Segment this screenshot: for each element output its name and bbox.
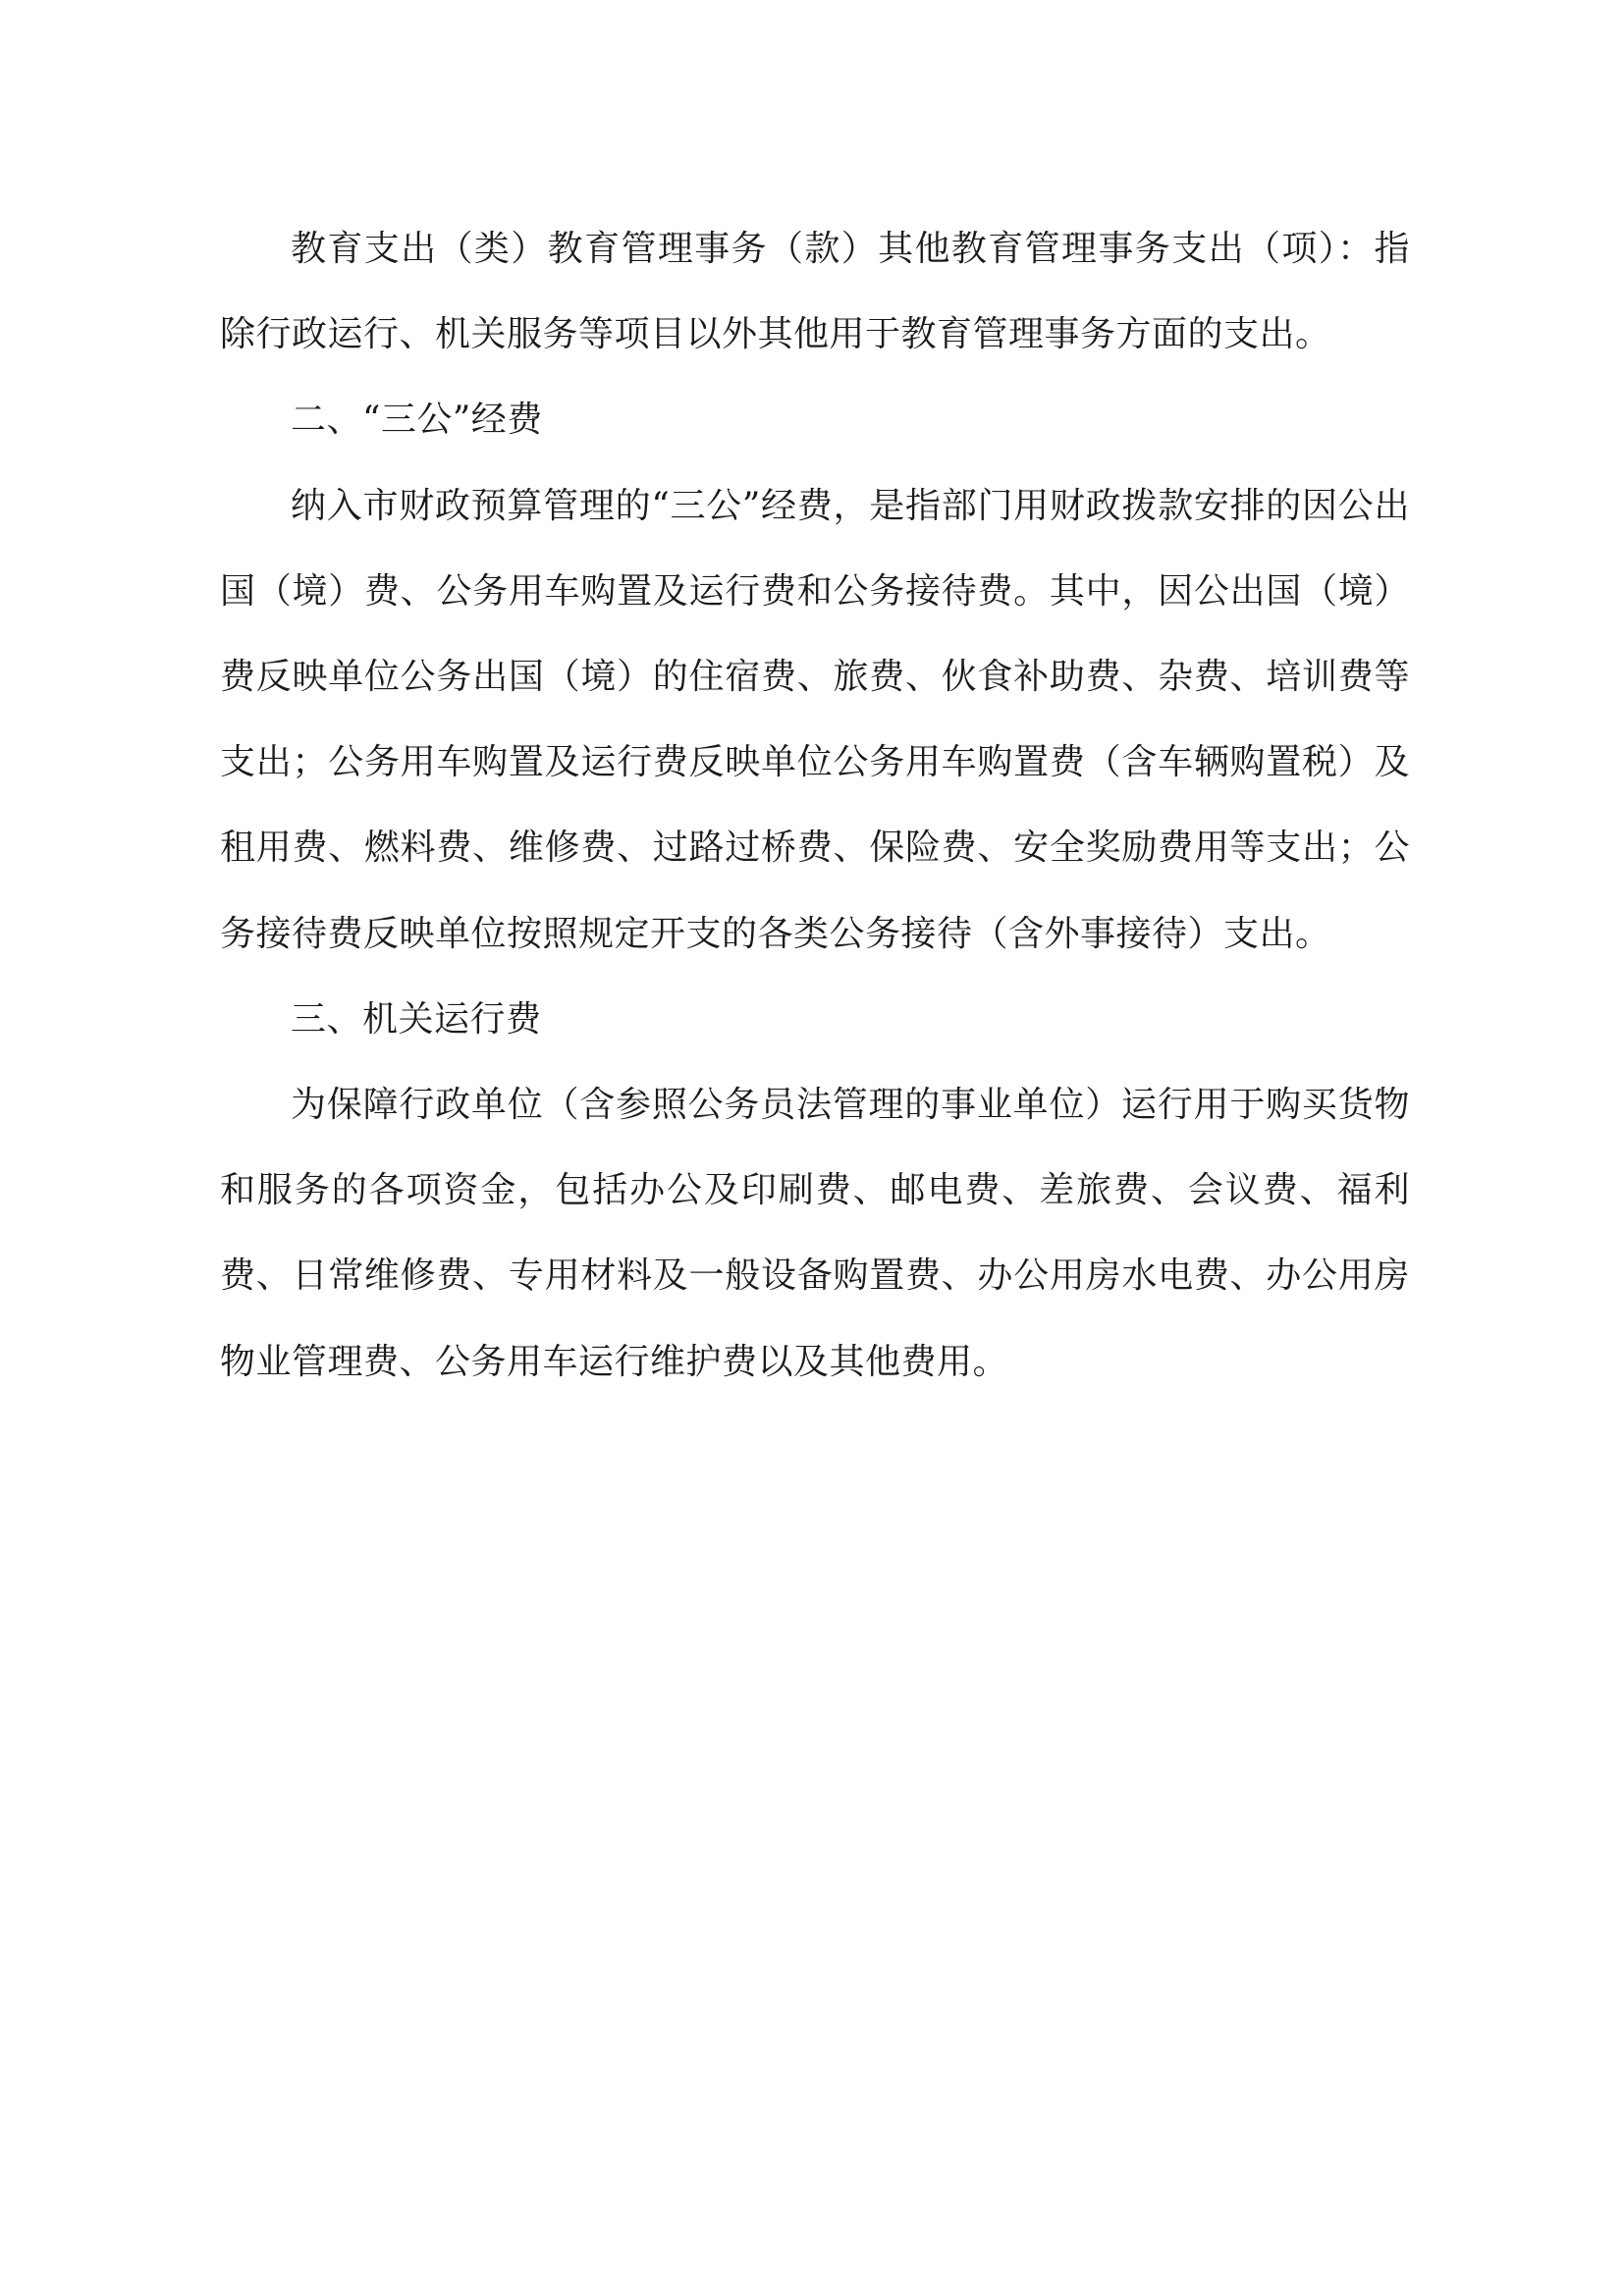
document-body [220, 206, 1410, 1405]
paragraph-agency-operating-expenses: 为保障行政单位（含参照公务员法管理的事业单位）运行用于购买货物和服务的各项资金，包括办公及印刷费、邮电费、差旅费、会议费、福利费、日常维修费、专用材料及一般设备购置费、办公用房水电费、办公用房物业管理费、公务用车运行维护费以及其他费用。 [220, 1085, 1410, 1382]
section-heading-agency-operating-expenses: 三、机关运行费 [291, 998, 542, 1040]
paragraph-education-expenditure: 教育支出（类）教育管理事务（款）其他教育管理事务支出（项）：指除行政运行、机关服务等项目以外其他用于教育管理事务方面的支出。 [220, 229, 1410, 355]
section-heading-three-public-expenses: 二、“三公”经费 [291, 400, 543, 441]
paragraph-three-public-expenses: 纳入市财政预算管理的“三公”经费，是指部门用财政拨款安排的因公出国（境）费、公务用车购置及运行费和公务接待费。其中，因公出国（境）费反映单位公务出国（境）的住宿费、旅费、伙食补助费、杂费、培训费等支出；公务用车购置及运行费反映单位公务用车购置费（含车辆购置税）及租用费、燃料费、维修费、过路过桥费、保险费、安全奖励费用等支出；公务接待费反映单位按照规定开支的各类公务接待（含外事接待）支出。 [220, 485, 1410, 954]
